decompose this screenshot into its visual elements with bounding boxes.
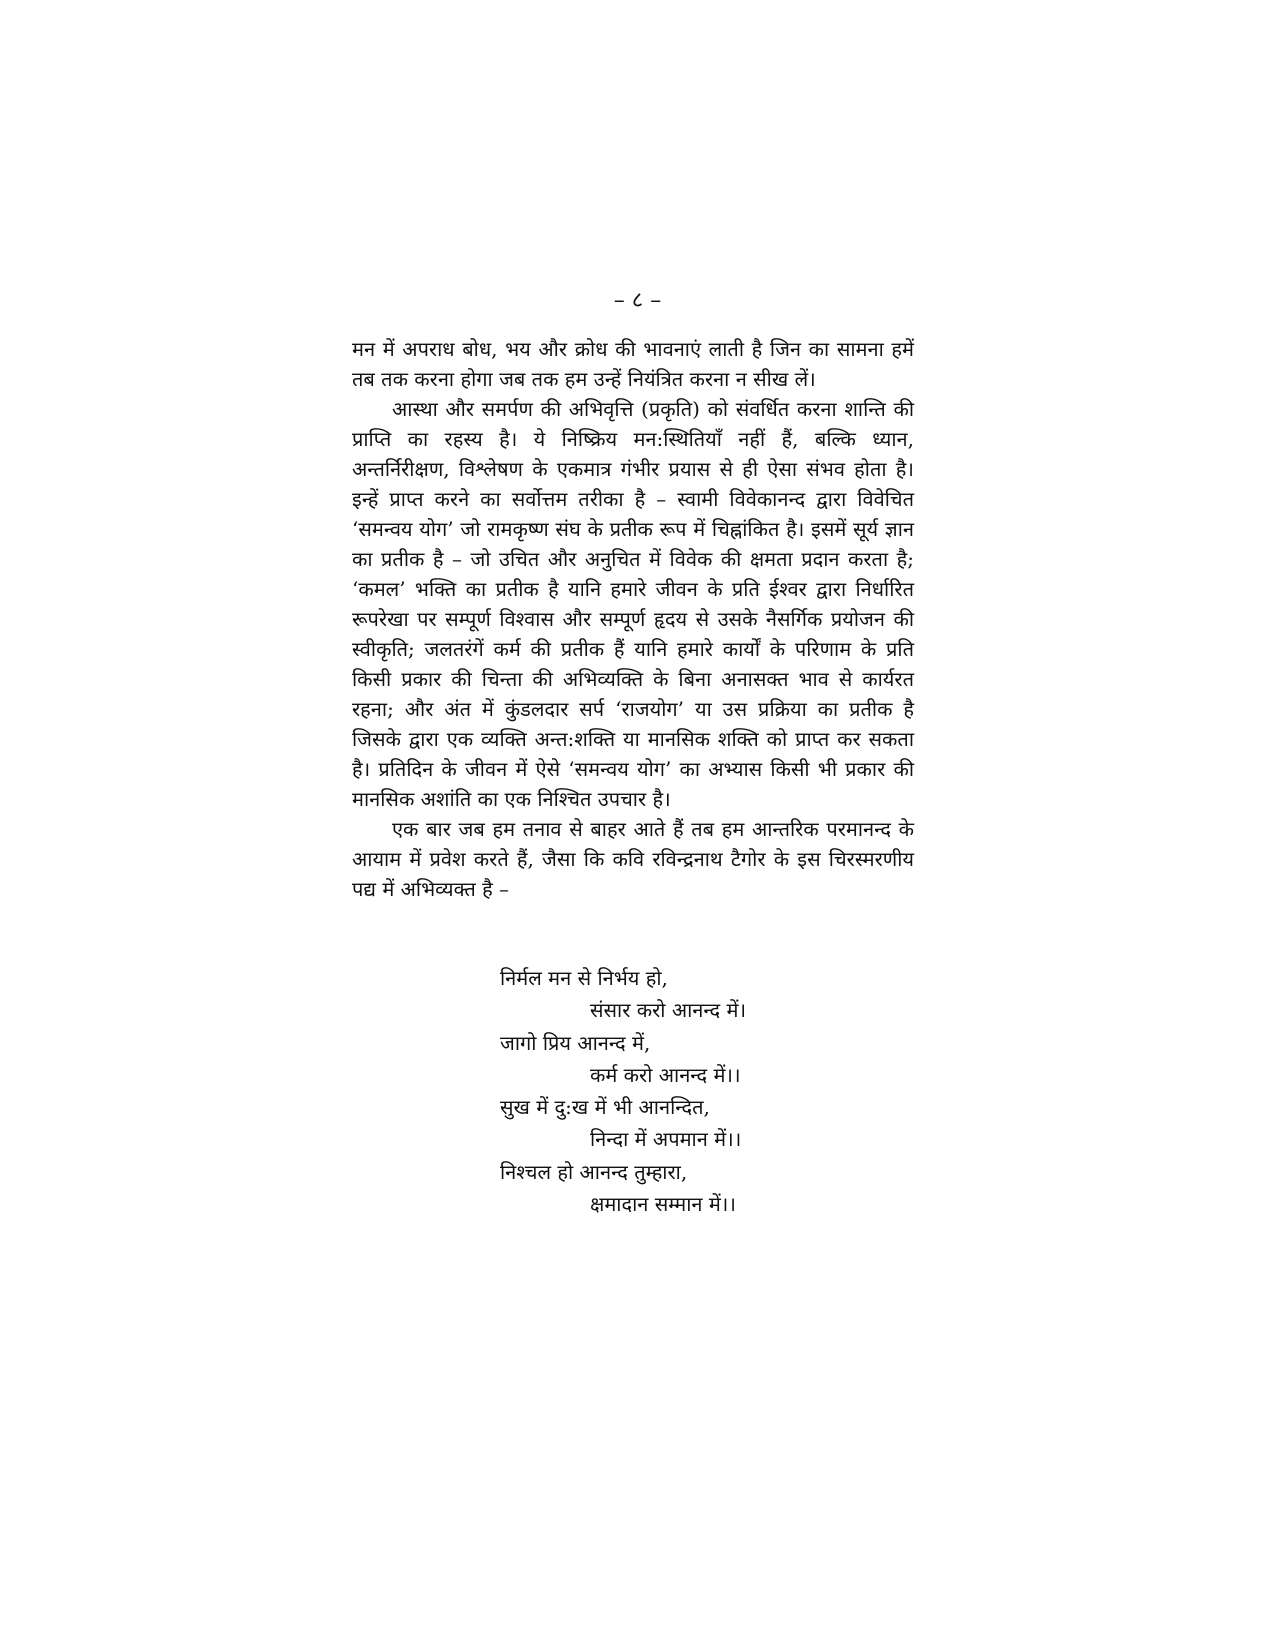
- poem-line: निश्चल हो आनन्द तुम्हारा,: [500, 1159, 688, 1184]
- poem-line: कर्म करो आनन्द में।।: [590, 1062, 741, 1087]
- poem-line: निन्दा में अपमान में।।: [590, 1127, 742, 1152]
- paragraph-continuation: मन में अपराध बोध, भय और क्रोध की भावनाएं लाती है जिन का सामना हमें तब तक करना होगा जब तक हम उन्हें नियंत्रित करना न सीख लें।: [352, 337, 914, 391]
- body-text: [352, 334, 914, 904]
- poem-block: [500, 962, 920, 1220]
- poem-line: जागो प्रिय आनन्द में,: [500, 1030, 651, 1055]
- poem-line: सुख में दु:ख में भी आनन्दित,: [500, 1095, 710, 1120]
- poem-line: निर्मल मन से निर्भय हो,: [500, 966, 668, 990]
- paragraph-poem-intro: एक बार जब हम तनाव से बाहर आते हैं तब हम आन्तरिक परमानन्द के आयाम में प्रवेश करते हैं, जैसा कि कवि रविन्द्रनाथ टैगोर के इस चिरस्मरणीय पद्य में अभिव्यक्त है –: [352, 817, 914, 901]
- page-number: – ८ –: [613, 288, 662, 313]
- paragraph-samanvaya-yoga: आस्था और समर्पण की अभिवृत्ति (प्रकृति) को संवर्धित करना शान्ति की प्राप्ति का रहस्य है। ये निष्क्रिय मन:स्थितियाँ नहीं हैं, बल्कि ध्यान, अन्तर्निरीक्षण, विश्लेषण के एकमात्र गंभीर प्रयास से ही ऐसा संभव होता है। इन्हें प्राप्त करने का सर्वोत्तम तरीका है – स्वामी विवेकानन्द द्वारा विवेचित ‘समन्वय योग’ जो रामकृष्ण संघ के प्रतीक रूप में चिह्नांकित है। इसमें सूर्य ज्ञान का प्रतीक है – जो उचित और अनुचित में विवेक की क्षमता प्रदान करता है; ‘कमल’ भक्ति का प्रतीक है यानि हमारे जीवन के प्रति ईश्वर द्वारा निर्धारित रूपरेखा पर सम्पूर्ण विश्वास और सम्पूर्ण हृदय से उसके नैसर्गिक प्रयोजन की स्वीकृति; जलतरंगें कर्म की प्रतीक हैं यानि हमारे कार्यों के परिणाम के प्रति किसी प्रकार की चिन्ता की अभिव्यक्ति के बिना अनासक्त भाव से कार्यरत रहना; और अंत में कुंडलदार सर्प ‘राजयोग’ या उस प्रक्रिया का प्रतीक है जिसके द्वारा एक व्यक्ति अन्त:शक्ति या मानसिक शक्ति को प्राप्त कर सकता है। प्रतिदिन के जीवन में ऐसे ‘समन्वय योग’ का अभ्यास किसी भी प्रकार की मानसिक अशांति का एक निश्चित उपचार है।: [352, 397, 914, 811]
- poem-line: क्षमादान सम्मान में।।: [590, 1192, 736, 1217]
- poem-line: संसार करो आनन्द में।: [590, 998, 747, 1023]
